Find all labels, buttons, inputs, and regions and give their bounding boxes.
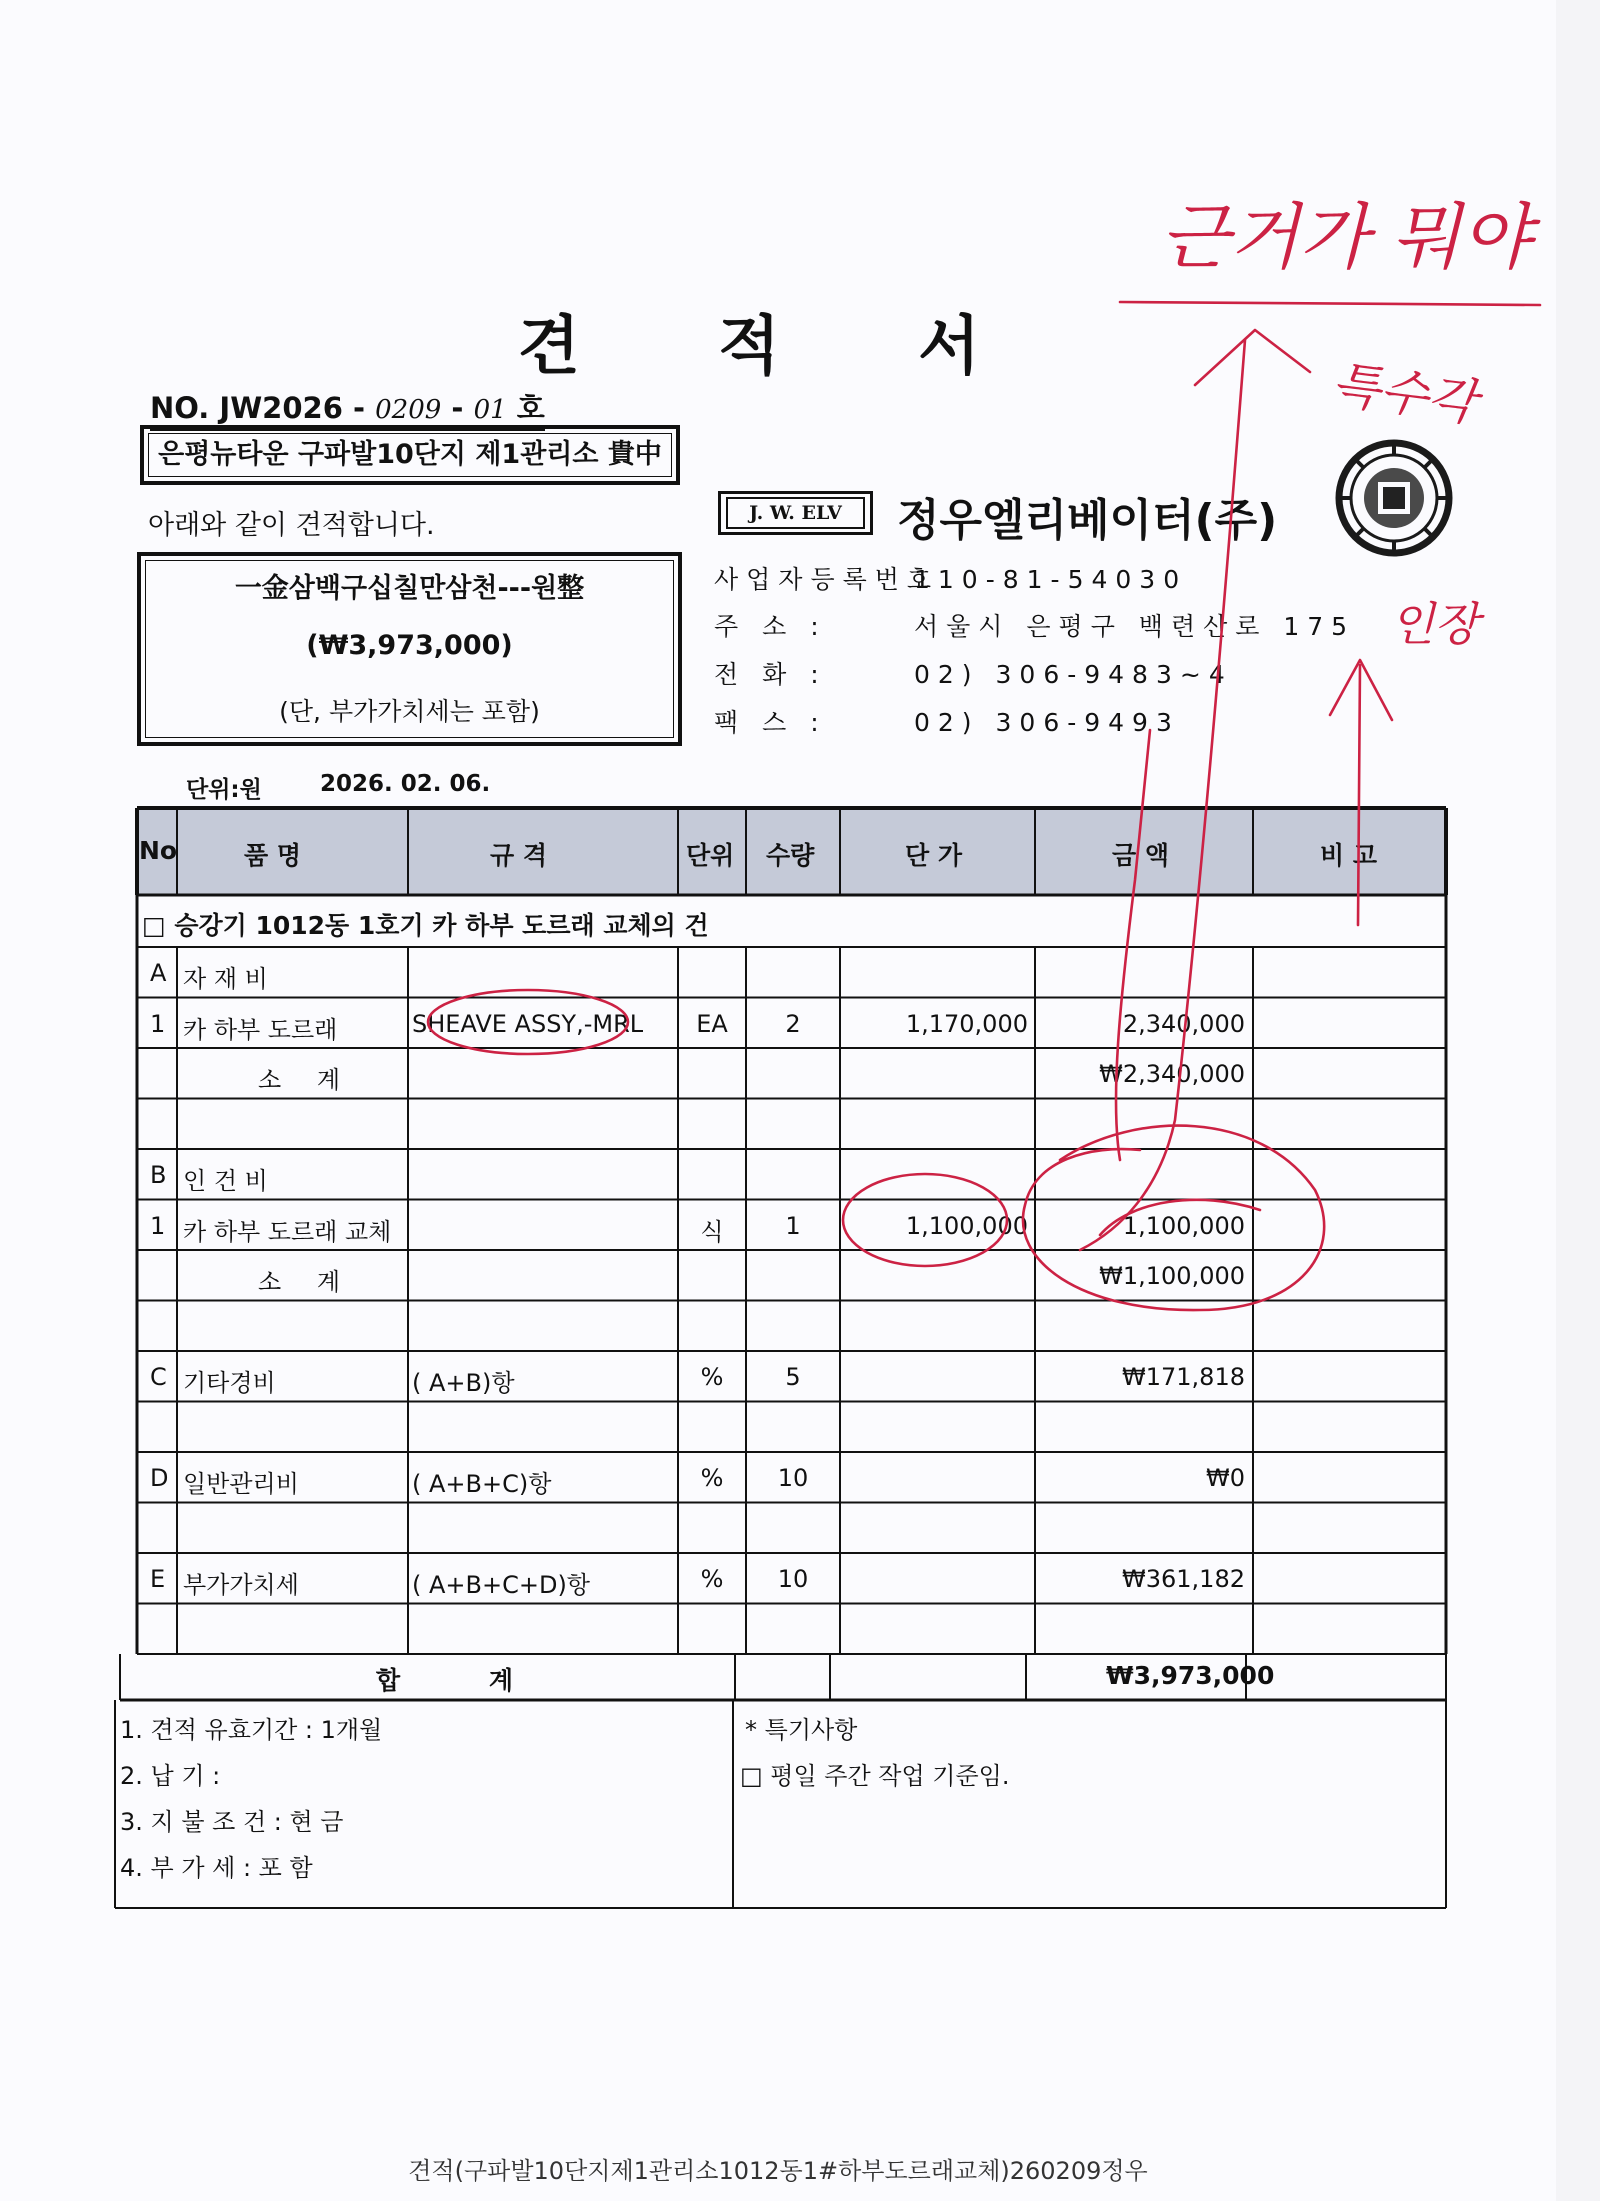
row-10-unit: % xyxy=(700,1464,724,1492)
row-1-spec: SHEAVE ASSY,-MRL xyxy=(412,1009,644,1038)
row-10-name: 일반관리비 xyxy=(183,1470,299,1498)
company-logo: J. W. ELV xyxy=(726,497,865,529)
row-6-amount: ₩1,100,000 xyxy=(1099,1262,1245,1290)
document-number-mid: - xyxy=(451,391,464,425)
row-4-name: 인 건 비 xyxy=(183,1167,268,1195)
amount-note: (단, 부가가치세는 포함) xyxy=(279,697,540,726)
row-12-amount: ₩361,182 xyxy=(1122,1565,1245,1593)
document-number-handwritten-2: 01 xyxy=(473,395,507,425)
row-12-name: 부가가치세 xyxy=(183,1571,299,1599)
row-8-no: C xyxy=(150,1363,167,1391)
row-12-no: E xyxy=(150,1565,166,1593)
total-label: 합 계 xyxy=(376,1666,554,1695)
row-10-amount: ₩0 xyxy=(1206,1464,1245,1492)
row-12-spec: ( A+B+C+D)항 xyxy=(412,1571,590,1599)
row-5-price: 1,100,000 xyxy=(905,1211,1028,1240)
special-note-item: □ 평일 주간 작업 기준임. xyxy=(740,1762,1010,1790)
row-1-no: 1 xyxy=(150,1009,166,1038)
company-fax: 팩 스 : 02) 306-9493 xyxy=(714,708,1180,737)
recipient-box: 은평뉴타운 구파발10단지 제1관리소 貴中 xyxy=(140,425,680,485)
header-note: 비 고 xyxy=(1320,841,1378,870)
term-payment: 3. 지 불 조 건 : 현 금 xyxy=(120,1808,344,1836)
company-address: 주 소 : 서울시 은평구 백련산로 175 xyxy=(714,612,1356,641)
row-12-qty: 10 xyxy=(777,1565,809,1593)
row-1-unit: EA xyxy=(696,1009,728,1038)
special-notes-title: * 특기사항 xyxy=(745,1716,858,1744)
row-5-unit: 식 xyxy=(700,1217,724,1246)
row-1-qty: 2 xyxy=(785,1009,801,1038)
row-8-qty: 5 xyxy=(785,1363,801,1391)
page-footer: 견적(구파발10단지제1관리소1012동1#하부도르래교체)260209정우 xyxy=(408,2157,1148,2185)
row-1-name: 카 하부 도르래 xyxy=(183,1015,338,1044)
row-5-no: 1 xyxy=(150,1211,166,1240)
row-0-name: 자 재 비 xyxy=(183,965,268,993)
row-5-amount: 1,100,000 xyxy=(1122,1211,1245,1240)
header-amount: 금 액 xyxy=(1112,841,1170,870)
row-8-amount: ₩171,818 xyxy=(1122,1363,1245,1391)
row-12-unit: % xyxy=(700,1565,724,1593)
term-delivery: 2. 납 기 : xyxy=(120,1762,221,1790)
row-0-no: A xyxy=(150,959,167,987)
document-number-handwritten-1: 0209 xyxy=(375,395,442,425)
header-item-name: 품 명 xyxy=(244,841,302,870)
row-10-qty: 10 xyxy=(777,1464,809,1492)
document-number-suffix: 호 xyxy=(516,391,545,425)
total-amount: ₩3,973,000 xyxy=(1106,1661,1275,1690)
company-phone: 전 화 : 02) 306-9483~4 xyxy=(714,660,1233,689)
row-2-amount: ₩2,340,000 xyxy=(1099,1060,1245,1088)
company-name: 정우엘리베이터(주) xyxy=(897,495,1278,546)
row-5-name: 카 하부 도르래 교체 xyxy=(183,1217,392,1246)
amount-korean: 一金삼백구십칠만삼천---원整 xyxy=(234,573,585,604)
row-1-amount: 2,340,000 xyxy=(1122,1009,1245,1038)
row-4-no: B xyxy=(150,1161,167,1189)
unit-label: 단위:원 xyxy=(186,777,262,803)
row-6-name: 소 계 xyxy=(258,1268,354,1296)
row-10-no: D xyxy=(150,1464,169,1492)
header-unit: 단위 xyxy=(686,841,735,870)
row-10-spec: ( A+B+C)항 xyxy=(412,1470,552,1498)
table-subject: □ 승강기 1012동 1호기 카 하부 도르래 교체의 건 xyxy=(142,911,709,940)
row-2-name: 소 계 xyxy=(258,1066,354,1094)
header-no: No xyxy=(139,836,178,865)
intro-text: 아래와 같이 견적합니다. xyxy=(148,510,435,541)
amount-numeric: (₩3,973,000) xyxy=(306,630,513,661)
term-vat: 4. 부 가 세 : 포 함 xyxy=(120,1854,313,1882)
header-qty: 수량 xyxy=(766,841,815,870)
header-unit-price: 단 가 xyxy=(905,841,963,870)
row-1-price: 1,170,000 xyxy=(905,1009,1028,1038)
row-8-unit: % xyxy=(700,1363,724,1391)
pen-note-special: 특수각 xyxy=(1328,354,1480,433)
document-number-prefix: NO. JW2026 - xyxy=(150,391,366,425)
document-date: 2026. 02. 06. xyxy=(320,771,491,797)
row-8-name: 기타경비 xyxy=(183,1369,276,1397)
row-5-qty: 1 xyxy=(785,1211,801,1240)
term-validity: 1. 견적 유효기간 : 1개월 xyxy=(120,1716,383,1744)
header-spec: 규 격 xyxy=(490,841,548,870)
pen-note-seal: 인장 xyxy=(1390,597,1479,651)
pen-note-question: 근거가 뭐야 xyxy=(1160,195,1531,279)
document-title: 견 적 서 xyxy=(517,310,1039,384)
company-reg-number: 사업자등록번호110-81-54030 xyxy=(714,565,1188,594)
row-8-spec: ( A+B)항 xyxy=(412,1369,515,1397)
